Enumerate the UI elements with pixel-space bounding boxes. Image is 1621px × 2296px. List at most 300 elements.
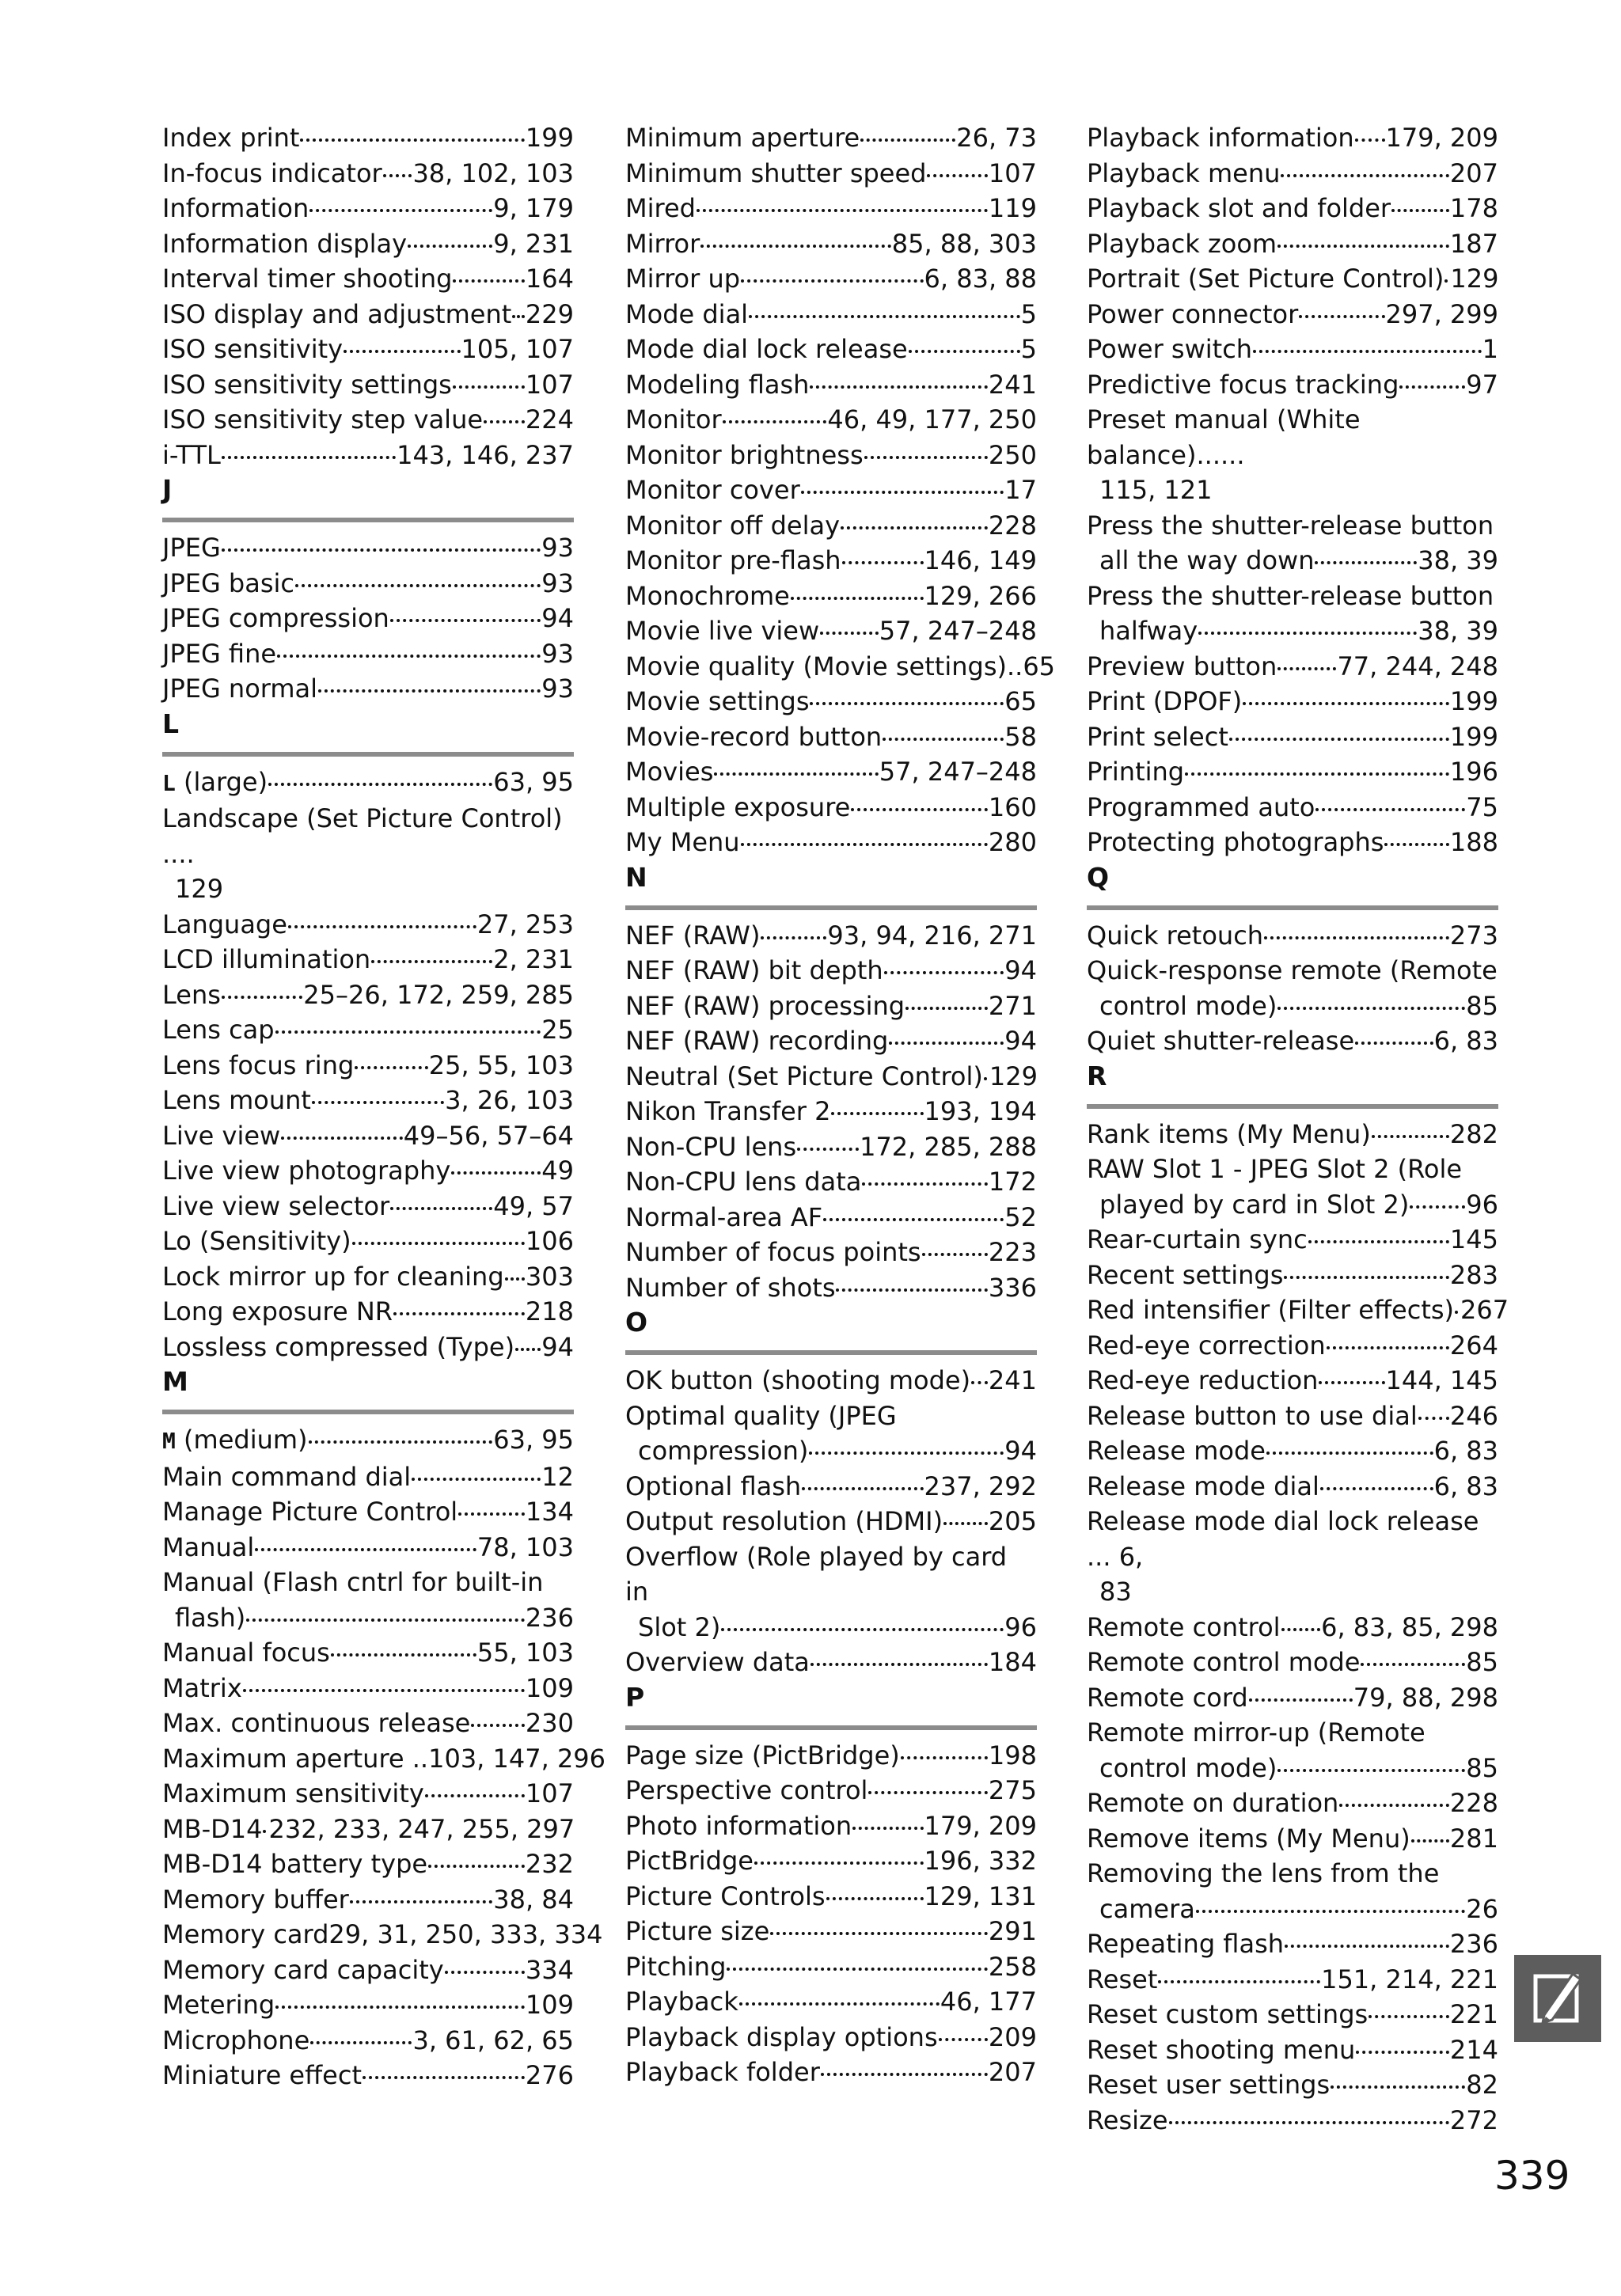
entry-term: Overview data [625, 1647, 810, 1677]
entry-pages: 9, 231 [493, 228, 574, 259]
index-column-1 [162, 120, 606, 2093]
index-entry [162, 1635, 574, 1671]
entry-pages: 282 [1449, 1118, 1498, 1149]
entry-pages: 46, 49, 177, 250 [827, 404, 1037, 435]
entry-row [1087, 1892, 1498, 1927]
index-entry [162, 261, 574, 297]
entry-pages: 232 [525, 1849, 574, 1879]
entry-row [1087, 156, 1498, 192]
entry-pages: 5 [1020, 298, 1037, 329]
entry-term: Memory buffer [162, 1884, 349, 1915]
dot-leader [1372, 1135, 1449, 1138]
entry-term: ISO sensitivity [162, 334, 344, 364]
entry-pages: 199 [525, 123, 574, 153]
entry-term: Information display [162, 228, 408, 259]
dot-leader [797, 1148, 859, 1151]
entry-row [162, 120, 574, 156]
entry-row [1087, 1821, 1498, 1857]
index-entry [625, 719, 1037, 755]
index-entry [1087, 156, 1498, 192]
dot-leader [222, 996, 302, 999]
entry-pages: 29, 31, 250, 333, 334 [328, 1919, 603, 1949]
index-entry [162, 1459, 574, 1495]
entry-row [1087, 613, 1498, 649]
index-entry [625, 1235, 1037, 1270]
entry-term: Predictive focus tracking [1087, 369, 1399, 400]
dot-leader [810, 1663, 988, 1666]
entry-pages: 49–56, 57–64 [403, 1120, 574, 1151]
entry-term-text: (medium) [184, 1425, 308, 1455]
entry-term: Quiet shutter-release [1087, 1026, 1355, 1056]
dot-leader [927, 174, 987, 177]
entry-term: Playback [625, 1987, 738, 2017]
entry-pages: 83 [1099, 1577, 1132, 1607]
index-entry [162, 671, 574, 707]
chapter-tab [1514, 1955, 1601, 2042]
entry-row [162, 1635, 574, 1671]
dot-leader [268, 783, 492, 786]
dot-leader [1158, 1980, 1320, 1983]
section-heading: J [162, 472, 574, 522]
dot-leader [1281, 174, 1449, 177]
index-entry [1087, 191, 1498, 226]
entry-term: Photo information [625, 1810, 852, 1841]
dot-leader [309, 1440, 493, 1444]
entry-row [162, 566, 574, 602]
entry-row [162, 1776, 574, 1812]
entry-term: Red intensifier (Filter effects) [1087, 1295, 1455, 1325]
entry-pages: 85 [1466, 1752, 1498, 1783]
dot-leader [862, 1182, 988, 1186]
entry-row [1087, 367, 1498, 403]
index-entry [1087, 261, 1498, 297]
dot-leader [1264, 936, 1449, 939]
entry-row [162, 1153, 574, 1189]
entry-row [162, 1671, 574, 1706]
dot-leader [868, 1791, 988, 1794]
entry-pages: 96 [1004, 1611, 1037, 1642]
entry-term: My Menu [625, 827, 740, 857]
entry-term: Landscape (Set Picture Control) .... [162, 803, 563, 869]
entry-pages: 160 [988, 791, 1037, 822]
entry-term: i-TTL [162, 439, 221, 470]
entry-term: Print select [1087, 721, 1228, 752]
entry-pages: 82 [1466, 2070, 1498, 2100]
entry-row [1087, 1292, 1509, 1328]
index-entry [625, 332, 1037, 367]
index-entry [625, 543, 1037, 579]
section-heading: Q [1087, 860, 1498, 910]
dot-leader [810, 702, 1004, 705]
entry-pages: 105, 107 [461, 334, 574, 364]
entry-pages: 221 [1449, 1999, 1498, 2029]
entry-pages: 336 [988, 1272, 1037, 1303]
entry-term: Playback zoom [1087, 228, 1277, 259]
entry-row [1087, 1363, 1498, 1398]
entry-term: Number of shots [625, 1272, 836, 1303]
index-entry [1087, 1433, 1498, 1469]
dot-leader [1339, 1804, 1449, 1807]
index-entry [1087, 1645, 1498, 1680]
entry-term: JPEG normal [162, 674, 318, 704]
dot-leader [842, 561, 924, 564]
entry-pages: 280 [988, 827, 1037, 857]
entry-pages: 218 [525, 1296, 574, 1326]
entry-row [625, 1363, 1037, 1398]
entry-term: Pitching [625, 1951, 727, 1982]
dot-leader [1356, 2051, 1449, 2054]
dot-leader [310, 2041, 412, 2044]
entry-term: Playback folder [625, 2057, 820, 2087]
dot-leader [1319, 1381, 1384, 1384]
dot-leader [697, 209, 988, 212]
entry-row [162, 226, 574, 262]
entry-term: Reset shooting menu [1087, 2034, 1356, 2065]
entry-term: Movie-record button [625, 721, 883, 752]
index-entry [162, 438, 574, 473]
index-entry [625, 2055, 1037, 2090]
entry-pages: 209 [988, 2021, 1037, 2052]
entry-row [162, 530, 574, 566]
entry-term: Picture Controls [625, 1880, 826, 1911]
entry-term: Mired [625, 193, 696, 223]
entry-pages: 334 [525, 1954, 574, 1985]
entry-term: Recent settings [1087, 1259, 1284, 1290]
entry-row [1087, 1786, 1498, 1821]
index-entry [162, 530, 574, 566]
dot-leader [727, 1968, 988, 1971]
entry-term: Playback information [1087, 123, 1354, 153]
dot-leader [723, 420, 827, 423]
entry-term: Release mode dial [1087, 1471, 1319, 1501]
entry-pages: 184 [988, 1647, 1037, 1677]
dot-leader [471, 1724, 525, 1727]
entry-row [625, 918, 1037, 954]
entry-pages: 291 [988, 1916, 1037, 1946]
index-entry [1087, 1926, 1498, 1962]
entry-row [162, 1224, 574, 1259]
entry-pages: 107 [525, 369, 574, 400]
index-entry [1087, 1680, 1498, 1716]
index-entry [625, 1773, 1037, 1808]
entry-pages: 196, 332 [924, 1846, 1037, 1876]
index-entry [625, 2020, 1037, 2055]
entry-term: In-focus indicator [162, 157, 382, 188]
entry-term: JPEG basic [162, 567, 294, 598]
dot-leader [445, 1971, 525, 1974]
dot-leader [1455, 1311, 1460, 1314]
dot-leader [864, 456, 988, 459]
index-entry [162, 636, 574, 672]
entry-row [1087, 1117, 1498, 1152]
entry-term: Matrix [162, 1672, 242, 1703]
dot-leader [922, 1253, 988, 1256]
index-entry [1087, 2032, 1498, 2068]
entry-pages: 272 [1449, 2104, 1498, 2135]
entry-pages: 57, 247–248 [879, 616, 1037, 646]
dot-leader [1169, 2121, 1449, 2124]
entry-pages: 187 [1449, 228, 1498, 259]
dot-leader [1277, 1769, 1465, 1772]
dot-leader [909, 350, 1020, 353]
entry-row [162, 438, 574, 473]
entry-row [625, 1914, 1037, 1949]
dot-leader [1361, 1663, 1465, 1666]
entry-pages: 58 [1004, 721, 1037, 752]
dot-leader [943, 1522, 988, 1525]
entry-row [1087, 989, 1498, 1024]
entry-term: Memory card [162, 1919, 329, 1949]
entry-row [625, 989, 1037, 1024]
entry-row [162, 977, 574, 1013]
entry-term: Number of focus points [625, 1237, 921, 1267]
entry-term: Manage Picture Control [162, 1497, 458, 1527]
index-entry [625, 1808, 1037, 1844]
entry-row [162, 1987, 574, 2023]
section-heading: P [625, 1680, 1037, 1730]
dot-leader [1253, 350, 1482, 353]
index-entry [1087, 1997, 1498, 2032]
entry-pages: 145 [1449, 1224, 1498, 1254]
entry-term: Remote control [1087, 1611, 1281, 1642]
index-entry [625, 508, 1037, 544]
entry-row [1087, 297, 1498, 332]
dot-leader [451, 1171, 541, 1175]
entry-row [162, 1530, 574, 1565]
entry-row [162, 2058, 574, 2093]
index-entry [1087, 918, 1498, 954]
entry-row [1087, 754, 1498, 790]
entry-pages: 178 [1449, 193, 1498, 223]
entry-row [625, 1645, 1037, 1680]
size-symbol: M [162, 1428, 176, 1454]
index-entry [162, 1494, 574, 1530]
entry-pages: 1 [1482, 334, 1498, 364]
entry-row [162, 1294, 574, 1330]
entry-row [1087, 1258, 1498, 1293]
entry-row [625, 402, 1037, 438]
dot-leader [1277, 1007, 1465, 1010]
entry-term: Reset custom settings [1087, 1999, 1369, 2029]
entry-term: Lock mirror up for cleaning [162, 1261, 504, 1292]
entry-pages: 172 [988, 1167, 1037, 1197]
dot-leader [255, 1548, 476, 1551]
entry-pages: 198 [988, 1740, 1037, 1770]
entry-pages: 119 [988, 193, 1037, 223]
dot-leader [836, 1288, 987, 1292]
entry-row [625, 297, 1037, 332]
entry-pages: 297, 299 [1385, 298, 1498, 329]
index-entry [1087, 1469, 1498, 1505]
entry-row [162, 1012, 574, 1048]
dot-leader [1399, 385, 1465, 389]
index-entry [162, 1846, 574, 1882]
entry-row [625, 156, 1037, 192]
entry-term-cont: compression) [638, 1436, 809, 1466]
dot-leader [371, 960, 492, 963]
dot-leader [295, 584, 541, 587]
dot-leader [344, 350, 460, 353]
dot-leader [1355, 1042, 1433, 1045]
index-entry [1087, 825, 1498, 860]
entry-row [625, 543, 1037, 579]
dot-leader [428, 1865, 525, 1868]
index-entry [625, 261, 1037, 297]
index-entry [162, 1259, 574, 1295]
index-entry [162, 765, 574, 802]
entry-row [625, 953, 1037, 989]
dot-leader [1320, 1487, 1433, 1490]
dot-leader [1229, 738, 1449, 741]
dot-leader [1411, 1839, 1449, 1842]
entry-term-cont: all the way down [1099, 545, 1315, 575]
index-entry [162, 1294, 574, 1330]
entry-pages: 276 [525, 2060, 574, 2090]
entry-term: Remote cord [1087, 1682, 1248, 1713]
entry-pages: 38, 39 [1418, 616, 1498, 646]
index-entry [1087, 1222, 1498, 1258]
entry-row [162, 191, 574, 226]
entry-row [625, 684, 1037, 719]
entry-pages: 236 [1449, 1929, 1498, 1959]
entry-pages: 143, 146, 237 [397, 439, 574, 470]
index-entry [1087, 1023, 1498, 1059]
index-entry [1087, 1398, 1498, 1434]
entry-term: Monitor pre-flash [625, 545, 841, 575]
entry-pages: 93, 94, 216, 271 [827, 920, 1037, 951]
entry-term-cont: control mode) [1099, 990, 1277, 1021]
entry-pages: 264 [1449, 1330, 1498, 1361]
entry-row [625, 226, 1037, 262]
entry-row [162, 1459, 574, 1495]
dot-leader [971, 1381, 988, 1384]
entry-term: Programmed auto [1087, 791, 1315, 822]
index-entry [625, 156, 1037, 192]
index-entry [162, 1118, 574, 1154]
dot-leader [1331, 2085, 1465, 2089]
entry-pages: 303 [525, 1261, 574, 1292]
dot-leader [889, 1042, 1004, 1045]
entry-term: Lens [162, 979, 221, 1010]
entry-term: NEF (RAW) [625, 920, 761, 951]
dot-leader [408, 245, 492, 248]
entry-pages: 93 [541, 533, 574, 563]
entry-pages: 107 [988, 157, 1037, 188]
dot-leader [350, 1900, 492, 1903]
entry-row [162, 942, 574, 977]
entry-term: Resize [1087, 2104, 1168, 2135]
entry-term: Modeling flash [625, 369, 810, 400]
entry-pages: 26 [1466, 1893, 1498, 1924]
entry-term: Playback display options [625, 2021, 938, 2052]
entry-term: Neutral (Set Picture Control) [625, 1061, 983, 1091]
index-entry [162, 402, 574, 438]
entry-pages: 267 [1460, 1295, 1509, 1325]
entry-pages: 63, 95 [493, 1425, 574, 1455]
entry-row [1087, 332, 1498, 367]
entry-pages: 96 [1466, 1189, 1498, 1220]
entry-row [625, 790, 1037, 825]
entry-pages: 129 [1450, 264, 1499, 294]
entry-term: Movies [625, 757, 714, 787]
entry-pages: 164 [525, 264, 574, 294]
index-entry [1087, 1363, 1498, 1398]
index-entry [625, 1645, 1037, 1680]
dot-leader [484, 420, 525, 423]
entry-term: Mirror up [625, 264, 741, 294]
entry-term: Quick-response remote (Remote [1087, 955, 1498, 985]
dot-leader [318, 689, 541, 693]
entry-pages: 115, 121 [1099, 475, 1213, 505]
entry-term: Optional flash [625, 1471, 802, 1501]
dot-leader [1281, 1628, 1321, 1631]
entry-row [162, 1083, 574, 1118]
entry-term: Red-eye correction [1087, 1330, 1326, 1361]
index-entry [1087, 1715, 1498, 1786]
entry-row [625, 472, 1037, 508]
entry-row [625, 579, 1037, 614]
entry-row [625, 1059, 1037, 1095]
index-entry [162, 1776, 574, 1812]
entry-term: Overflow (Role played by card in [625, 1541, 1008, 1607]
index-entry [162, 120, 574, 156]
entry-term: JPEG compression [162, 603, 389, 633]
index-entry [1087, 1152, 1498, 1222]
entry-term: Movie quality (Movie settings).. [625, 651, 1023, 681]
entry-pages: 94 [541, 1331, 574, 1362]
dot-leader [1299, 315, 1384, 318]
index-entry [162, 1224, 574, 1259]
dot-leader [453, 279, 524, 283]
index-entry [1087, 1328, 1498, 1364]
index-entry [162, 1153, 574, 1189]
entry-term [162, 1422, 308, 1459]
dot-leader [1315, 561, 1417, 564]
entry-row [162, 367, 574, 403]
entry-term: Press the shutter-release button [1087, 510, 1494, 541]
entry-row [162, 636, 574, 672]
dot-leader [288, 925, 476, 928]
entry-term: Repeating flash [1087, 1929, 1285, 1959]
entry-row [162, 156, 574, 192]
index-entry [162, 226, 574, 262]
entry-row [162, 601, 574, 636]
index-entry [162, 1812, 574, 1847]
dot-leader [390, 1207, 492, 1210]
entry-term: Live view selector [162, 1190, 390, 1221]
entry-pages: 250 [988, 439, 1037, 470]
entry-pages: 26, 73 [956, 123, 1037, 153]
index-entry [625, 1469, 1037, 1505]
entry-row [625, 1094, 1037, 1129]
entry-pages: 85 [1466, 1647, 1498, 1677]
entry-pages: 52 [1004, 1201, 1037, 1232]
index-entry [625, 297, 1037, 332]
index-entry [162, 297, 574, 332]
entry-term: Power connector [1087, 298, 1299, 329]
index-entry [162, 1987, 574, 2023]
entry-pages: 241 [988, 369, 1037, 400]
entry-row [162, 1330, 574, 1365]
entry-row [625, 613, 1037, 649]
entry-pages: 228 [988, 510, 1037, 541]
entry-term: Live view [162, 1120, 281, 1151]
index-entry [625, 1738, 1037, 1774]
entry-pages: 46, 177 [940, 1987, 1037, 2017]
index-entry [1087, 1856, 1498, 1926]
dot-leader [1284, 1276, 1449, 1279]
entry-row [625, 754, 1037, 790]
